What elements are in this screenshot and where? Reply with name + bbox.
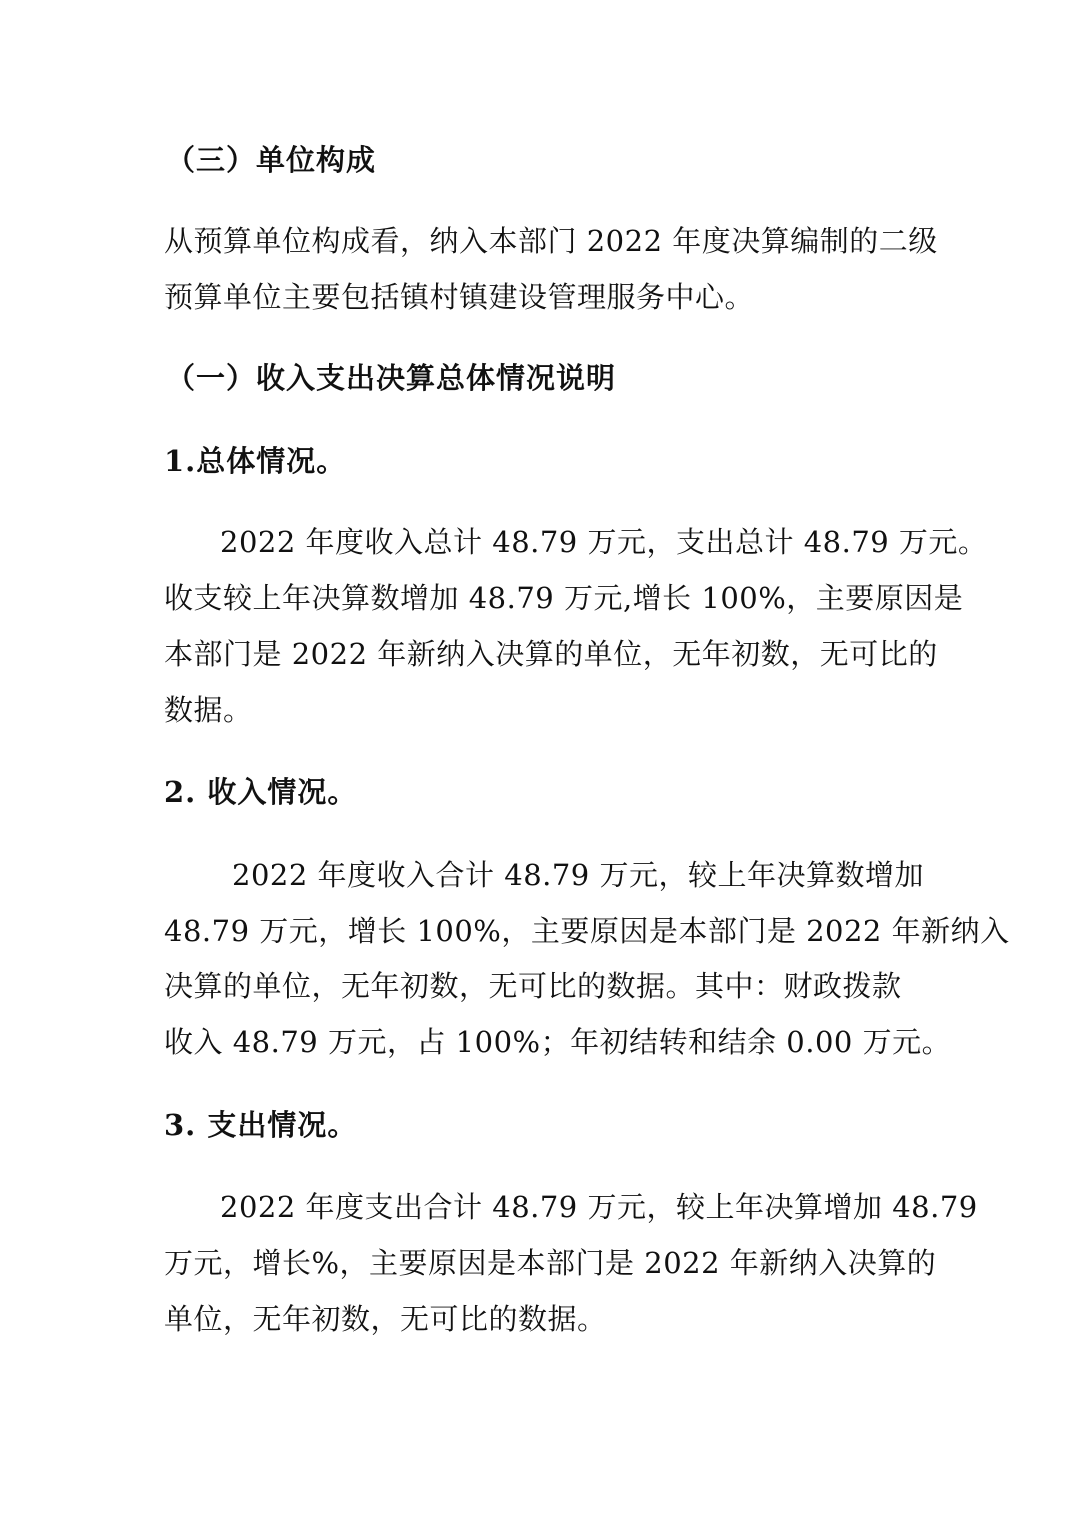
overall-line-1: 2022 年度收入总计 48.79 万元，支出总计 48.79 万元。	[220, 525, 988, 559]
expense-line-2: 万元，增长%，主要原因是本部门是 2022 年新纳入决算的	[164, 1246, 937, 1280]
income-line-3: 决算的单位，无年初数，无可比的数据。其中：财政拨款	[164, 969, 902, 1003]
overall-line-2: 收支较上年决算数增加 48.79 万元,增长 100%，主要原因是	[164, 581, 964, 615]
expense-line-1: 2022 年度支出合计 48.79 万元，较上年决算增加 48.79	[220, 1190, 978, 1224]
income-line-4: 收入 48.79 万元，占 100%；年初结转和结余 0.00 万元。	[164, 1025, 952, 1059]
expense-line-3: 单位，无年初数，无可比的数据。	[164, 1302, 607, 1336]
overview-heading: （一）收入支出决算总体情况说明	[166, 361, 617, 395]
unit-composition-heading: （三）单位构成	[166, 143, 377, 177]
income-heading: 2. 收入情况。	[164, 775, 358, 809]
income-line-2: 48.79 万元，增长 100%，主要原因是本部门是 2022 年新纳入	[164, 914, 1010, 948]
expense-heading: 3. 支出情况。	[164, 1108, 358, 1142]
overall-line-4: 数据。	[164, 693, 253, 727]
unit-composition-line-2: 预算单位主要包括镇村镇建设管理服务中心。	[164, 280, 755, 314]
overall-heading: 1.总体情况。	[164, 444, 347, 478]
overall-line-3: 本部门是 2022 年新纳入决算的单位，无年初数，无可比的	[164, 637, 938, 671]
income-line-1: 2022 年度收入合计 48.79 万元，较上年决算数增加	[232, 858, 924, 892]
unit-composition-line-1: 从预算单位构成看，纳入本部门 2022 年度决算编制的二级	[164, 224, 938, 258]
